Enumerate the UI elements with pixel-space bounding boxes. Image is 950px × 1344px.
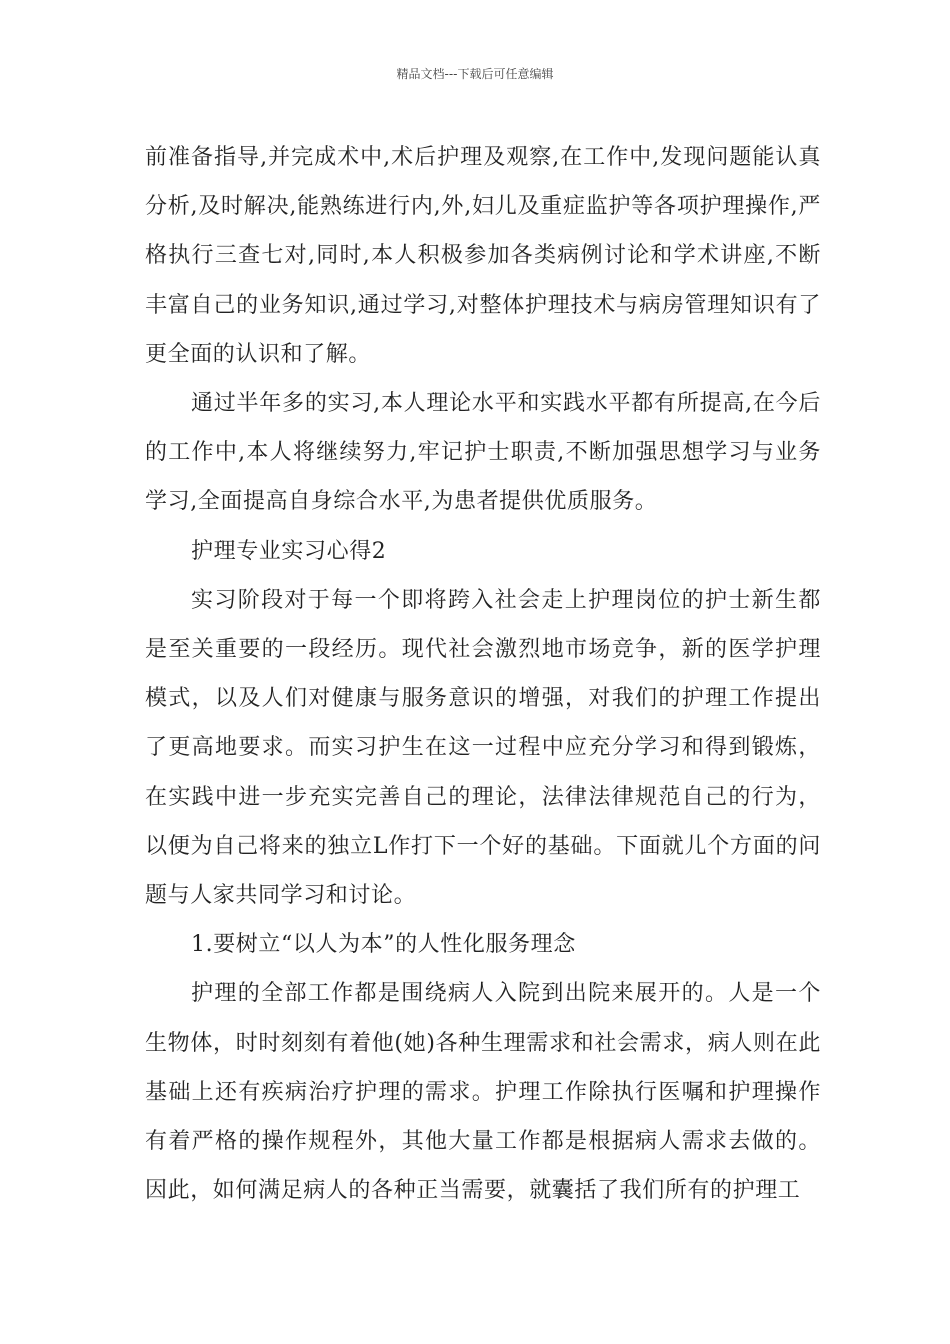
paragraph-summary: 通过半年多的实习,本人理论水平和实践水平都有所提高,在今后的工作中,本人将继续努力,牢记护士职责,不断加强思想学习与业务学习,全面提高自身综合水平,为患者提供优质服务。 [145,391,821,515]
document-body [145,133,821,1215]
paragraph-continued: 前准备指导,并完成术中,术后护理及观察,在工作中,发现问题能认真分析,及时解决,能熟练进行内,外,妇儿及重症监护等各项护理操作,严格执行三查七对,同时,本人积极参加各类病例讨论和学术讲座,不断丰富自己的业务知识,通过学习,对整体护理技术与病房管理知识有了更全面的认识和了解。 [145,145,821,367]
paragraph-body: 护理的全部工作都是围绕病人入院到出院来展开的。人是一个生物体，时时刻刻有着他(她)各种生理需求和社会需求，病人则在此基础上还有疾病治疗护理的需求。护理工作除执行医嘱和护理操作有着严格的操作规程外，其他大量工作都是根据病人需求去做的。因此，如何满足病人的各种正当需要，就囊括了我们所有的护理工 [145,981,821,1204]
section-heading-2: 护理专业实习心得2 [191,538,387,564]
subsection-heading-1: 1.要树立“以人为本”的人性化服务理念 [191,932,576,958]
page-header: 精品文档---下载后可任意编辑 [396,67,554,81]
paragraph-intro: 实习阶段对于每一个即将跨入社会走上护理岗位的护士新生都是至关重要的一段经历。现代社会激烈地市场竞争，新的医学护理模式，以及人们对健康与服务意识的增强，对我们的护理工作提出了更高地要求。而实习护生在这一过程中应充分学习和得到锻炼，在实践中进一步充实完善自己的理论，法律法律规范自己的行为，以便为自己将来的独立L作打下一个好的基础。下面就儿个方面的问题与人家共同学习和讨论。 [145,587,821,909]
